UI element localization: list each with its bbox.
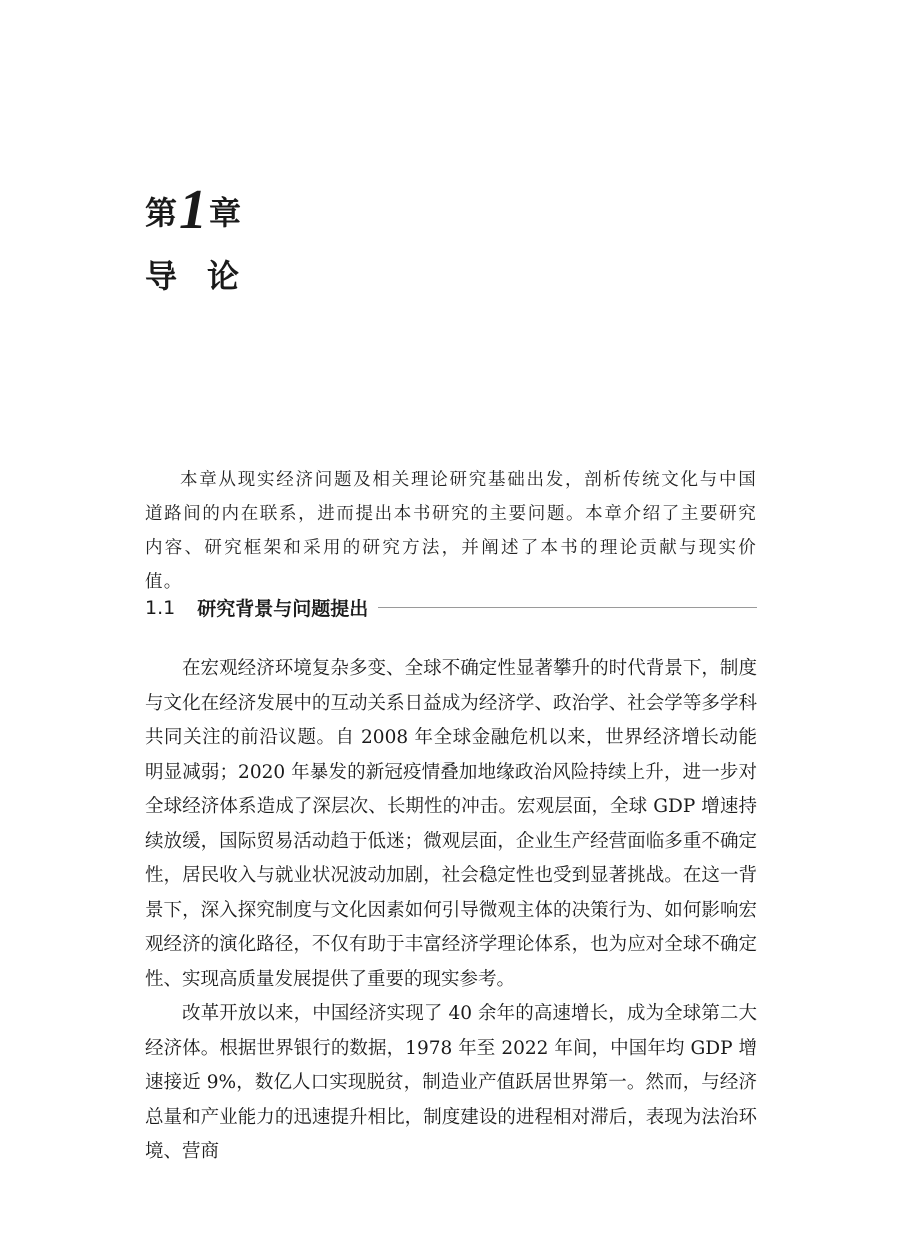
body-paragraph: 在宏观经济环境复杂多变、全球不确定性显著攀升的时代背景下，制度与文化在经济发展中的互动关系日益成为经济学、政治学、社会学等多学科共同关注的前沿议题。自 2008 年全球金融危机以来，世界经济增长动能明显减弱；2020 年暴发的新冠疫情叠加地缘政治风险持续上升，进一步对全球经济体系造成了深层次、长期性的冲击。宏观层面，全球 GDP 增速持续放缓，国际贸易活动趋于低迷；微观层面，企业生产经营面临多重不确定性，居民收入与就业状况波动加剧，社会稳定性也受到显著挑战。在这一背景下，深入探究制度与文化因素如何引导微观主体的决策行为、如何影响宏观经济的演化路径，不仅有助于丰富经济学理论体系，也为应对全球不确定性、实现高质量发展提供了重要的现实参考。	[145, 658, 757, 990]
section-number: 1.1	[145, 596, 176, 619]
chapter-prefix: 第	[145, 194, 178, 232]
chapter-number: 1	[179, 179, 208, 241]
chapter-label	[145, 178, 545, 241]
body-paragraph: 改革开放以来，中国经济实现了 40 余年的高速增长，成为全球第二大经济体。根据世界银行的数据，1978 年至 2022 年间，中国年均 GDP 增速接近 9%，数亿人口实现脱贫，制造业产值跃居世界第一。然而，与经济总量和产业能力的迅速提升相比，制度建设的进程相对滞后，表现为法治环境、营商	[145, 1003, 757, 1162]
body-text	[145, 652, 757, 1170]
chapter-title: 导论	[145, 257, 270, 295]
section-heading	[145, 594, 757, 621]
chapter-heading	[145, 178, 545, 295]
chapter-abstract: 本章从现实经济问题及相关理论研究基础出发，剖析传统文化与中国道路间的内在联系，进而提出本书研究的主要问题。本章介绍了主要研究内容、研究框架和采用的研究方法，并阐述了本书的理论贡献与现实价值。	[145, 470, 757, 592]
chapter-suffix: 章	[209, 194, 242, 232]
section-divider	[378, 607, 757, 608]
section-title: 研究背景与问题提出	[197, 598, 369, 620]
